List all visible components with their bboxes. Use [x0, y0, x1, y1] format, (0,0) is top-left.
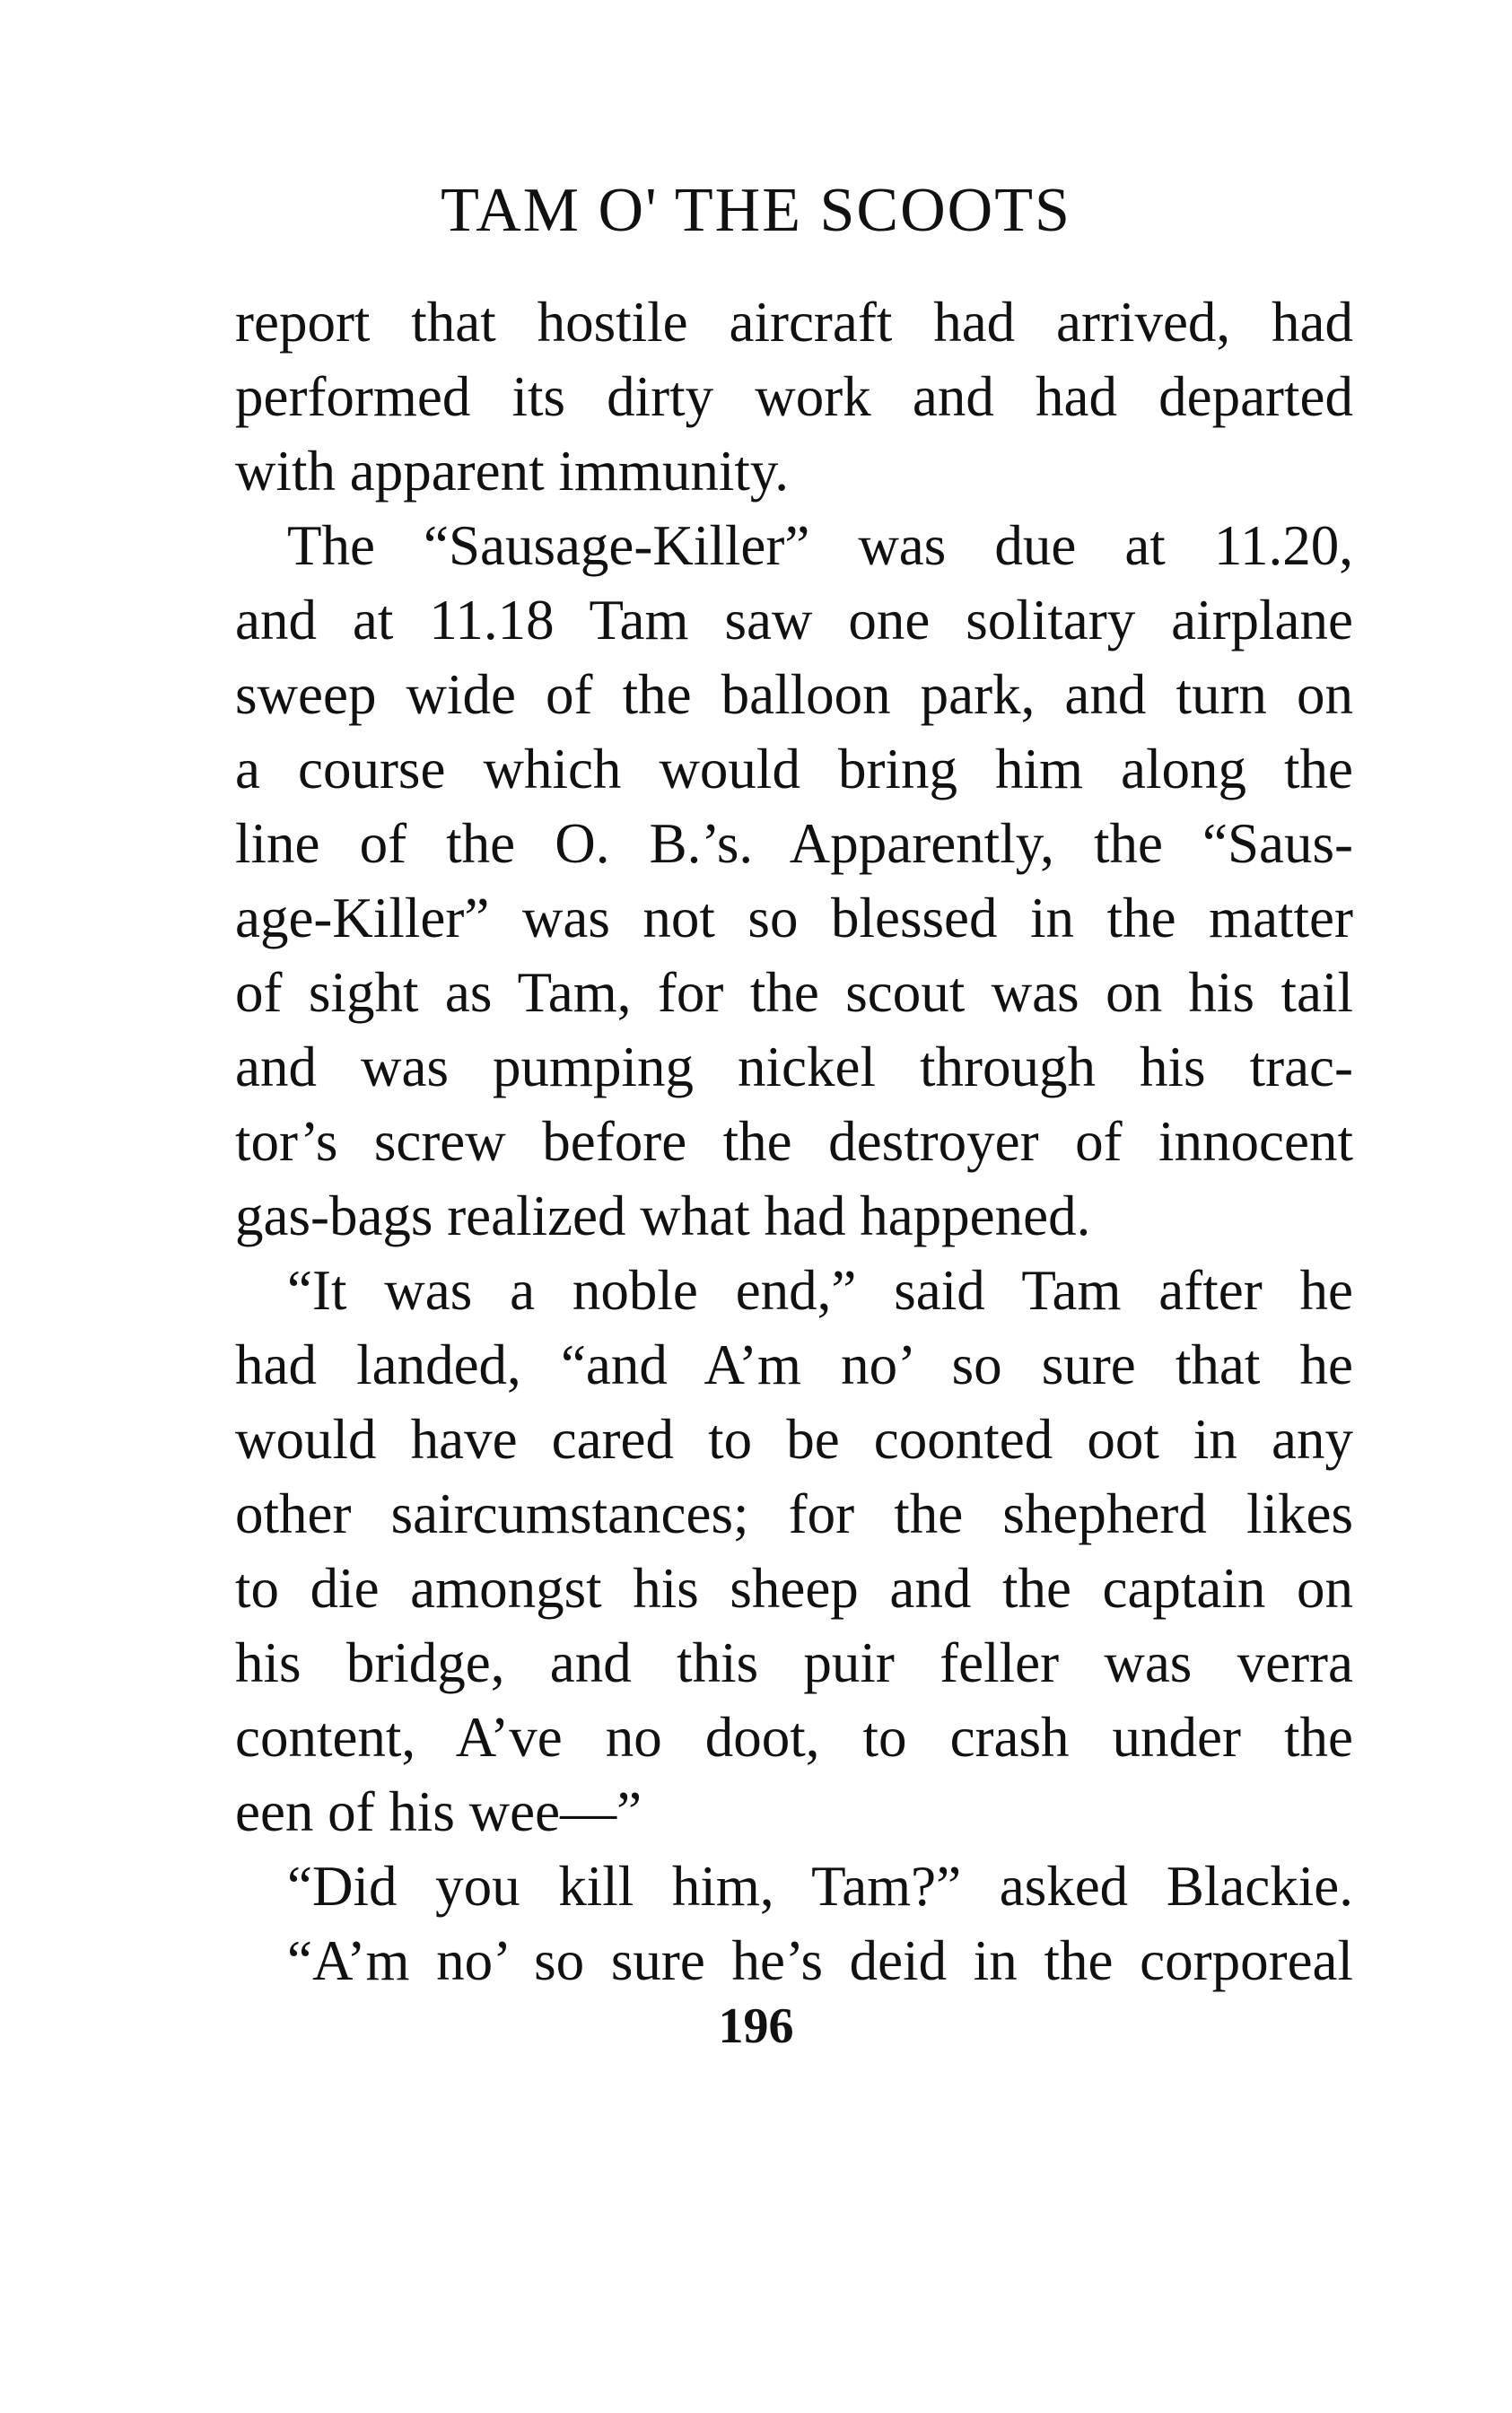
text-line: and at 11.18 Tam saw one solitary airplane [235, 589, 1353, 651]
text-line: report that hostile aircraft had arrived, had [235, 291, 1353, 354]
text-line: age-Killer” was not so blessed in the matter [235, 887, 1353, 949]
text-line: with apparent immunity. [235, 440, 790, 503]
body-text [235, 285, 1353, 1998]
text-line: sweep wide of the balloon park, and turn on [235, 663, 1353, 726]
text-line: gas-bags realized what had happened. [235, 1185, 1091, 1247]
text-line: of sight as Tam, for the scout was on his tail [235, 961, 1353, 1024]
text-line: line of the O. B.’s. Apparently, the “Saus- [235, 812, 1353, 875]
text-line: “A’m no’ so sure he’s deid in the corporeal [287, 1929, 1353, 1992]
text-line: The “Sausage-Killer” was due at 11.20, [287, 514, 1353, 577]
text-line: content, A’ve no doot, to crash under the [235, 1706, 1353, 1769]
text-line: would have cared to be coonted oot in any [235, 1408, 1353, 1471]
text-line: een of his wee—” [235, 1780, 642, 1843]
text-line: “It was a noble end,” said Tam after he [287, 1259, 1353, 1322]
page-number: 196 [718, 1998, 794, 2054]
text-line: and was pumping nickel through his trac- [235, 1036, 1353, 1098]
running-head: TAM O' THE SCOOTS [441, 176, 1071, 245]
text-line: tor’s screw before the destroyer of innocent [235, 1110, 1353, 1173]
text-line: “Did you kill him, Tam?” asked Blackie. [287, 1855, 1353, 1918]
text-line: his bridge, and this puir feller was verra [235, 1631, 1353, 1694]
text-line: to die amongst his sheep and the captain on [235, 1557, 1353, 1620]
text-line: performed its dirty work and had departed [235, 365, 1353, 428]
text-line: had landed, “and A’m no’ so sure that he [235, 1333, 1353, 1396]
text-line: other saircumstances; for the shepherd likes [235, 1482, 1353, 1545]
text-line: a course which would bring him along the [235, 738, 1353, 800]
